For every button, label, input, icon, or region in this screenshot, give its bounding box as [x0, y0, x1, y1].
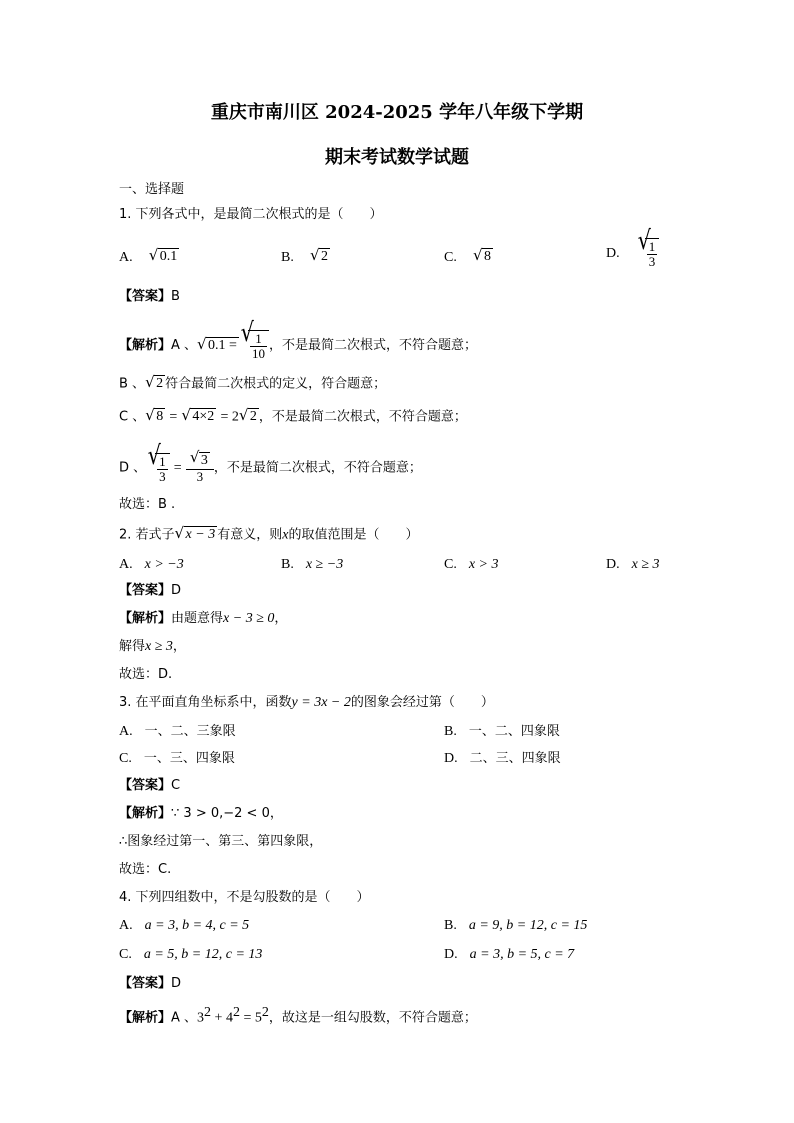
q2-option-d: D. x ≥ 3 [606, 557, 660, 572]
q3-conclusion: 故选：C. [119, 862, 172, 877]
document-title-line2: 期末考试数学试题 [325, 147, 469, 168]
q3-option-d: D. 二、三、四象限 [444, 751, 561, 766]
q1-option-c-label: C. [444, 249, 457, 265]
q2-solution: 解得x ≥ 3， [119, 639, 186, 654]
q1-analysis-a: 【解析】A 、 √ 0.1 = √ $\frac{1}{10}$ ，不是最简二次根式，不符合题意； [119, 318, 477, 361]
q1-conclusion: 故选：B . [119, 497, 176, 512]
q2-option-c: C. x > 3 [444, 557, 499, 572]
q1-option-b-sqrt: √ 2 [309, 246, 328, 264]
q1-analysis-b: B 、 √ 2 符合最简二次根式的定义，符合题意； [119, 373, 387, 392]
q1-option-a [119, 248, 179, 267]
q1-option-d [606, 226, 659, 269]
q1-option-b [281, 248, 330, 267]
q1-option-d-label: D. [606, 246, 620, 261]
q1-analysis-c: C 、 √ 8 = √ 4×2 = 2 √ 2 ，不是最简二次根式，不符合题意； [119, 406, 467, 425]
q1-stem: 1. 下列各式中，是最简二次根式的是（ ） [119, 207, 383, 222]
q3-option-a: A. 一、二、三象限 [119, 724, 236, 739]
q2-stem: 2. 若式子 √ x − 3 有意义，则x的取值范围是（ ） [119, 524, 419, 543]
q2-conclusion: 故选：D. [119, 667, 173, 682]
q4-analysis: 【解析】A 、$3^2 + 4^2 = 5^2$，故这是一组勾股数，不符合题意； [119, 1005, 477, 1026]
q4-option-d: D. a = 3, b = 5, c = 7 [444, 947, 575, 962]
q2-option-a: A. x > −3 [119, 557, 184, 572]
q4-answer: 【答案】D [119, 976, 182, 991]
q3-option-c: C. 一、三、四象限 [119, 751, 235, 766]
q3-option-b: B. 一、二、四象限 [444, 724, 560, 739]
section-heading: 一、选择题 [119, 182, 185, 197]
q3-stem: 3. 在平面直角坐标系中，函数y = 3x − 2的图象会经过第（ ） [119, 695, 494, 710]
q3-answer: 【答案】C [119, 778, 181, 793]
q4-stem: 4. 下列四组数中，不是勾股数的是（ ） [119, 890, 370, 905]
q4-option-a: A. a = 3, b = 4, c = 5 [119, 918, 250, 933]
q3-analysis: 【解析】∵ 3 > 0,−2 < 0， [119, 806, 283, 821]
q1-option-c [444, 248, 493, 267]
q1-option-d-sqrt: √ $\frac{1}{3}$ [636, 238, 660, 269]
q2-option-b: B. x ≥ −3 [281, 557, 344, 572]
q1-option-b-label: B. [281, 249, 294, 265]
document-title-line1: 重庆市南川区 2024-2025 学年八年级下学期 [210, 102, 584, 123]
q1-analysis-d: D 、 √ $\frac{1}{3}$ = √ 3 3 ，不是最简二次根式，不符合题意； [119, 440, 422, 484]
q1-option-a-sqrt: √ 0.1 [148, 246, 178, 264]
q2-answer: 【答案】D [119, 583, 182, 598]
q2-analysis: 【解析】由题意得x − 3 ≥ 0， [119, 611, 288, 626]
q1-option-c-sqrt: √ 8 [472, 246, 491, 264]
q1-option-a-label: A. [119, 249, 133, 265]
q3-analysis-2: ∴图象经过第一、第三、第四象限， [119, 834, 323, 849]
q4-option-c: C. a = 5, b = 12, c = 13 [119, 947, 263, 962]
q4-option-b: B. a = 9, b = 12, c = 15 [444, 918, 588, 933]
q1-answer: 【答案】B [119, 289, 180, 304]
